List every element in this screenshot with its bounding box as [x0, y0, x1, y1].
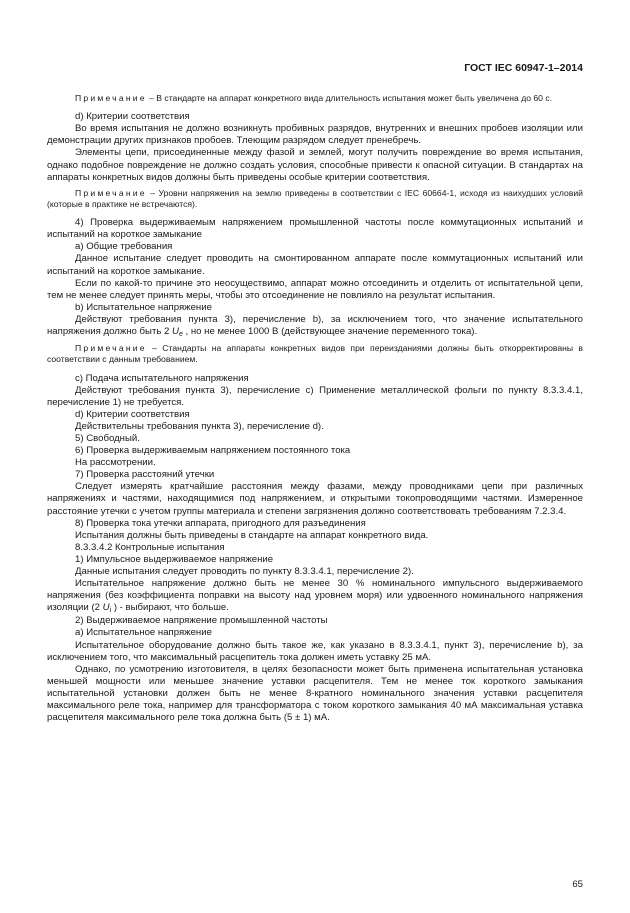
note-text: – Стандарты на аппараты конкретных видов при переизданиями должны быть откорректированы в соответствии с данным требованием. [47, 343, 583, 365]
page-number: 65 [572, 879, 583, 890]
paragraph: Данные испытания следует проводить по пункту 8.3.3.4.1, перечисление 2). [75, 566, 414, 578]
note-paragraph [47, 343, 583, 365]
paragraph: Однако, по усмотрению изготовителя, в целях безопасности может быть применена испытательная установка меньшей мощности или меньшее значение уставки расцепителя. Тем не менее ток короткого замыкания испытательной установки должен быть не менее 8-кратного номинального значения уставки расцепителя максимального реле тока, например для трансформатора с током короткого замыкания 40 мА максимальная уставка расцепителя максимального реле тока должна быть (5 ± 1) мА. [47, 663, 583, 724]
paragraph: 8) Проверка тока утечки аппарата, пригодного для разъединения [75, 517, 366, 529]
note-label: Примечание [75, 343, 147, 354]
paragraph: 1) Импульсное выдерживаемое напряжение [75, 553, 274, 565]
paragraph: c) Подача испытательного напряжения [75, 372, 249, 384]
paragraph: a) Испытательное напряжение [75, 627, 212, 639]
paragraph: Во время испытания не должно возникнуть пробивных разрядов, внутренних и внешних пробоев изоляции или демонстрации других признаков пробоев. Тлеющим разрядом следует пренебречь. [47, 123, 583, 147]
formula-subscript: e [178, 331, 183, 339]
paragraph: 7) Проверка расстояний утечки [75, 469, 215, 481]
paragraph: d) Критерии соответствия [75, 111, 190, 123]
paragraph [47, 314, 583, 339]
paragraph: 4) Проверка выдерживаемым напряжением промышленной частоты после коммутационных испытаний и испытаний на короткое замыкание [47, 217, 583, 241]
paragraph [47, 578, 583, 615]
paragraph: Испытания должны быть приведены в стандарте на аппарат конкретного вида. [75, 529, 429, 541]
paragraph: Данное испытание следует проводить на смонтированном аппарате после коммутационных испытаний или испытаний на короткое замыкание. [47, 253, 583, 277]
paragraph: 8.3.3.4.2 Контрольные испытания [75, 541, 225, 553]
standard-header: ГОСТ IEC 60947-1–2014 [464, 62, 583, 74]
note-text: – В стандарте на аппарат конкретного вида длительность испытания может быть увеличена до 60 с. [146, 93, 553, 103]
paragraph: Элементы цепи, присоединенные между фазой и землей, могут получить повреждение во время испытания, однако подобное повреждение не должно создать условия, способные привести к опасной ситуации. В стандартах на аппараты конкретных видов должны быть приведены особые критерии соответствия. [47, 147, 583, 183]
note-paragraph [47, 93, 583, 104]
paragraph: 2) Выдерживаемое напряжение промышленной частоты [75, 615, 328, 627]
paragraph: b) Испытательное напряжение [75, 301, 212, 313]
paragraph: 6) Проверка выдерживаемым напряжением постоянного тока [75, 445, 351, 457]
paragraph: Действуют требования пункта 3), перечисление c) Применение металлической фольги по пункту 8.3.3.4.1, перечисление 1) не требуется. [47, 384, 583, 408]
paragraph: Испытательное оборудование должно быть такое же, как указано в 8.3.3.4.1, пункт 3), перечисление b), за исключением того, что максимальный расцепитель тока должен иметь уставку 25 мА. [47, 639, 583, 663]
formula-symbol: U [172, 326, 179, 338]
paragraph: Если по какой-то причине это неосуществимо, аппарат можно отсоединить и отделить от испытательной цепи, тем не менее следует принять меры, чтобы это отсоединение не повлияло на результат испытания. [47, 277, 583, 301]
paragraph: a) Общие требования [75, 241, 173, 253]
document-body [47, 93, 583, 724]
paragraph: d) Критерии соответствия [75, 408, 190, 420]
note-label: Примечание [75, 93, 147, 103]
paragraph: На рассмотрении. [75, 457, 156, 469]
paragraph: Действительны требования пункта 3), перечисление d). [75, 420, 324, 432]
paragraph: 5) Свободный. [75, 432, 140, 444]
text-after-formula: ) - выбирают, что больше. [111, 602, 229, 614]
formula-symbol: U [102, 602, 110, 614]
formula-subscript: i [109, 607, 112, 615]
text-before-formula: Испытательное напряжение должно быть не менее 30 % номинального импульсного выдерживаемого напряжения (без коэффициента поправки на высоту над уровнем моря) или удвоенного номинального напряжения изоляции (2 [47, 578, 583, 614]
text-after-formula: , но не менее 1000 В (действующее значение переменного тока). [182, 326, 478, 338]
text-before-formula: Действуют требования пункта 3), перечисление b), за исключением того, что значение испытательного напряжения должно быть 2 [47, 313, 583, 338]
note-text: – Уровни напряжения на землю приведены в соответствии с IEC 60664-1, исходя из наихудших условий (которые в практике не встречаются). [47, 187, 583, 209]
paragraph: Следует измерять кратчайшие расстояния между фазами, между проводниками цепи при различных напряжениях и частями, находящимися под напряжением, и открытыми токопроводящими частями. Измеренное расстояние утечки с учетом группы материала и степени загрязнения должно соответствовать требованиям 7.2.3.4. [47, 481, 583, 517]
note-paragraph [47, 188, 583, 210]
note-label: Примечание [75, 187, 147, 198]
